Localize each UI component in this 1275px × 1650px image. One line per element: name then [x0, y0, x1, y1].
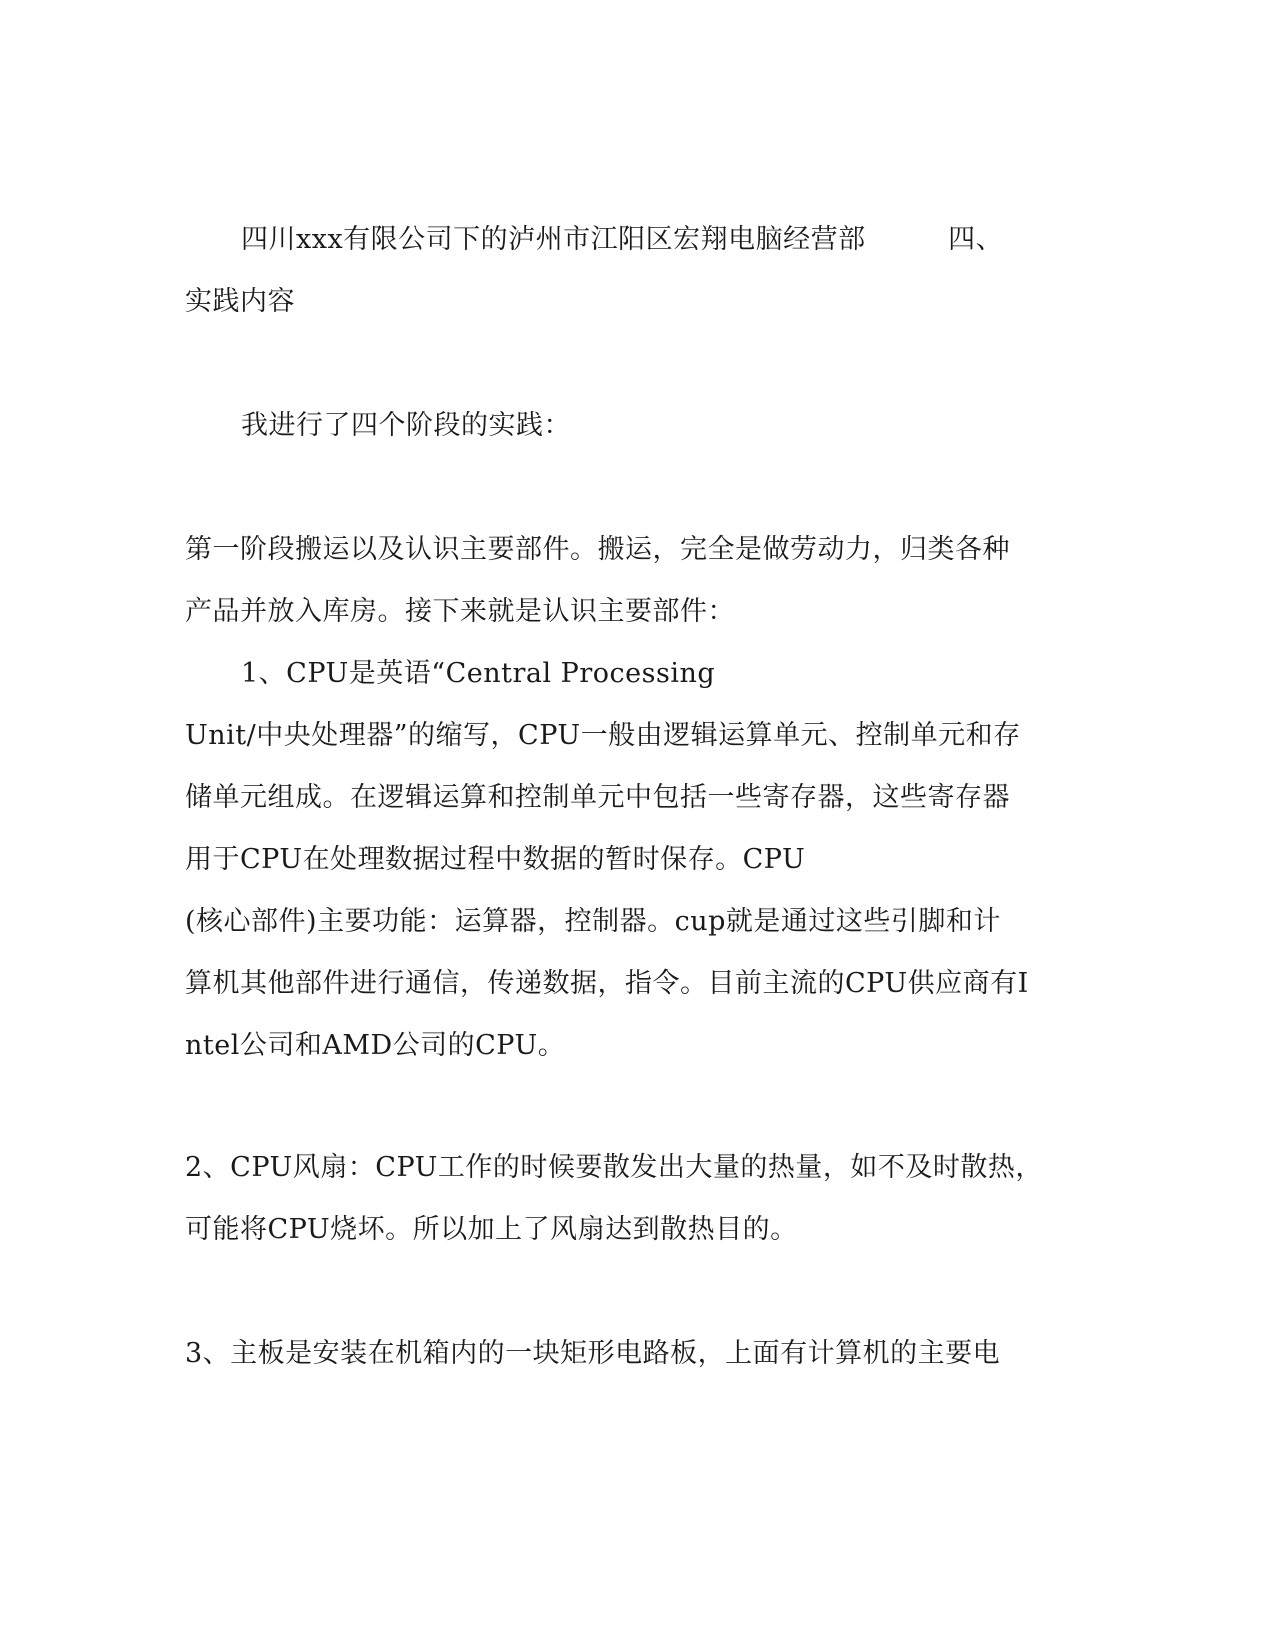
paragraph-stage-one-line-2: 产品并放入库房。接下来就是认识主要部件： — [185, 596, 735, 627]
paragraph-cpu-line-1: 1、CPU是英语“Central Processing — [241, 658, 716, 689]
paragraph-stage-one-line-1: 第一阶段搬运以及认识主要部件。搬运，完全是做劳动力，归类各种 — [185, 534, 1010, 565]
paragraph-cpu-line-2: Unit/中央处理器”的缩写，CPU一般由逻辑运算单元、控制单元和存 — [185, 720, 1021, 751]
paragraph-cpu-line-3: 储单元组成。在逻辑运算和控制单元中包括一些寄存器，这些寄存器 — [185, 782, 1010, 813]
paragraph-cpu-fan-line-1: 2、CPU风扇：CPU工作的时候要散发出大量的热量，如不及时散热， — [185, 1152, 1043, 1183]
paragraph-four-stages: 我进行了四个阶段的实践： — [241, 410, 571, 441]
paragraph-company-line: 四川xxx有限公司下的泸州市江阳区宏翔电脑经营部 四、 — [241, 224, 1004, 255]
paragraph-cpu-fan-line-2: 可能将CPU烧坏。所以加上了风扇达到散热目的。 — [185, 1214, 798, 1245]
paragraph-heading-practice-content: 实践内容 — [185, 286, 295, 317]
paragraph-cpu-line-4: 用于CPU在处理数据过程中数据的暂时保存。CPU — [185, 844, 806, 875]
paragraph-cpu-line-6: 算机其他部件进行通信，传递数据，指令。目前主流的CPU供应商有I — [185, 968, 1029, 999]
paragraph-cpu-line-7: ntel公司和AMD公司的CPU。 — [185, 1030, 566, 1061]
paragraph-cpu-line-5: (核心部件)主要功能：运算器，控制器。cup就是通过这些引脚和计 — [185, 906, 1001, 937]
paragraph-motherboard-line-1: 3、主板是安装在机箱内的一块矩形电路板，上面有计算机的主要电 — [185, 1338, 1001, 1369]
